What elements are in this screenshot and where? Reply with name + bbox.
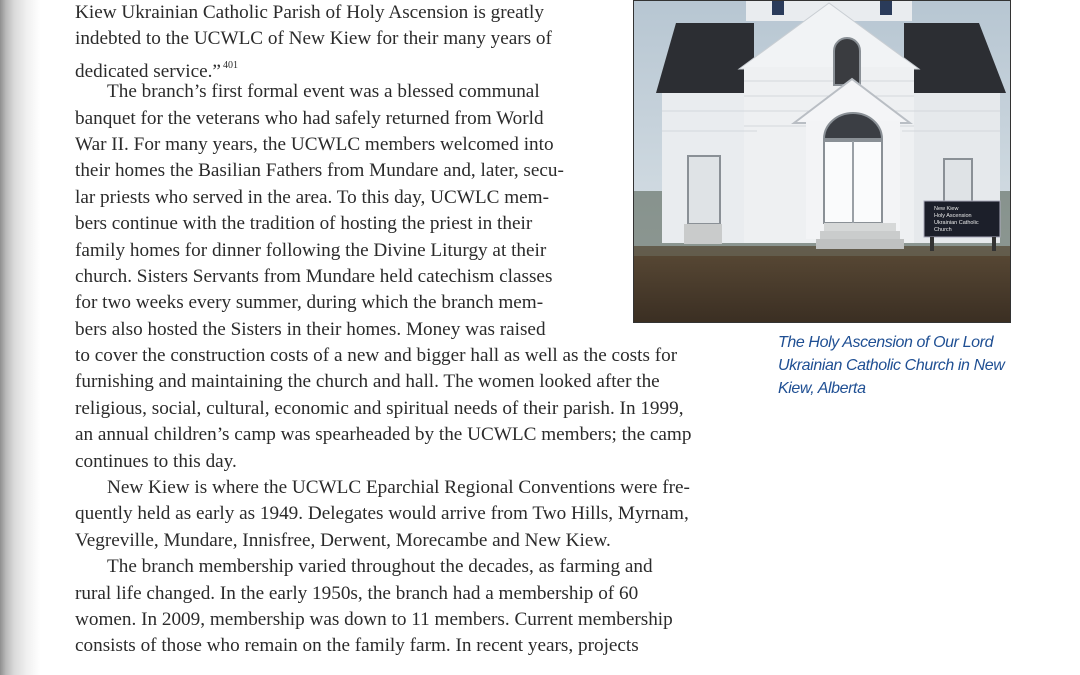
sign-line: Ukrainian Catholic [934, 220, 979, 226]
text-line: women. In 2009, membership was down to 11 members. Current membership [75, 608, 673, 630]
text-line: church. Sisters Servants from Mundare held catechism classes [75, 265, 553, 287]
text-line-content: dedicated service.” [75, 60, 221, 82]
paragraph-start: The branch membership varied throughout the decades, as farming and [107, 556, 653, 578]
text-line: continues to this day. [75, 450, 237, 472]
text-line: consists of those who remain on the family farm. In recent years, projects [75, 635, 639, 657]
text-line: lar priests who served in the area. To this day, UCWLC mem- [75, 186, 549, 208]
text-line: Kiew Ukrainian Catholic Parish of Holy Ascension is greatly [75, 2, 544, 23]
text-line: for two weeks every summer, during which the branch mem- [75, 292, 544, 314]
text-line: War II. For many years, the UCWLC members welcomed into [75, 133, 554, 155]
text-line: family homes for dinner following the Divine Liturgy at their [75, 239, 547, 261]
text-line: an annual children’s camp was spearheaded by the UCWLC members; the camp [75, 424, 692, 446]
text-line: rural life changed. In the early 1950s, the branch had a membership of 60 [75, 582, 639, 604]
paragraph-start: New Kiew is where the UCWLC Eparchial Regional Conventions were fre- [107, 477, 690, 499]
church-illustration [634, 1, 1011, 323]
text-line: furnishing and maintaining the church and hall. The women looked after the [75, 371, 660, 393]
text-line: to cover the construction costs of a new and bigger hall as well as the costs for [75, 345, 678, 367]
left-door [688, 156, 720, 224]
upper-window [834, 38, 860, 85]
church-photo [633, 0, 1011, 323]
caption-line: The Holy Ascension of Our Lord [778, 334, 994, 351]
ground [634, 246, 1011, 323]
text-line: indebted to the UCWLC of New Kiew for their many years of [75, 28, 552, 50]
sign-line: Church [934, 227, 952, 233]
footnote-reference: 401 [222, 59, 238, 71]
text-line: Vegreville, Mundare, Innisfree, Derwent, Morecambe and New Kiew. [75, 529, 611, 551]
text-line: quently held as early as 1949. Delegates would arrive from Two Hills, Myrnam, [75, 503, 689, 525]
caption-line: Kiew, Alberta [778, 380, 866, 397]
sign-line: Holy Ascension [934, 213, 972, 219]
text-line: their homes the Basilian Fathers from Mundare and, later, secu- [75, 160, 564, 182]
text-line: religious, social, cultural, economic and spiritual needs of their parish. In 1999, [75, 397, 684, 419]
caption-line: Ukrainian Catholic Church in New [778, 357, 1005, 374]
book-gutter-shadow [0, 0, 40, 675]
front-steps [816, 239, 904, 249]
text-line: bers continue with the tradition of hosting the priest in their [75, 213, 533, 235]
photo-caption [778, 331, 1008, 400]
text-line: banquet for the veterans who had safely returned from World [75, 107, 544, 129]
text-line: bers also hosted the Sisters in their homes. Money was raised [75, 318, 546, 340]
paragraph-start: The branch’s first formal event was a blessed communal [107, 81, 540, 103]
sign-line: New Kiew [934, 206, 959, 212]
